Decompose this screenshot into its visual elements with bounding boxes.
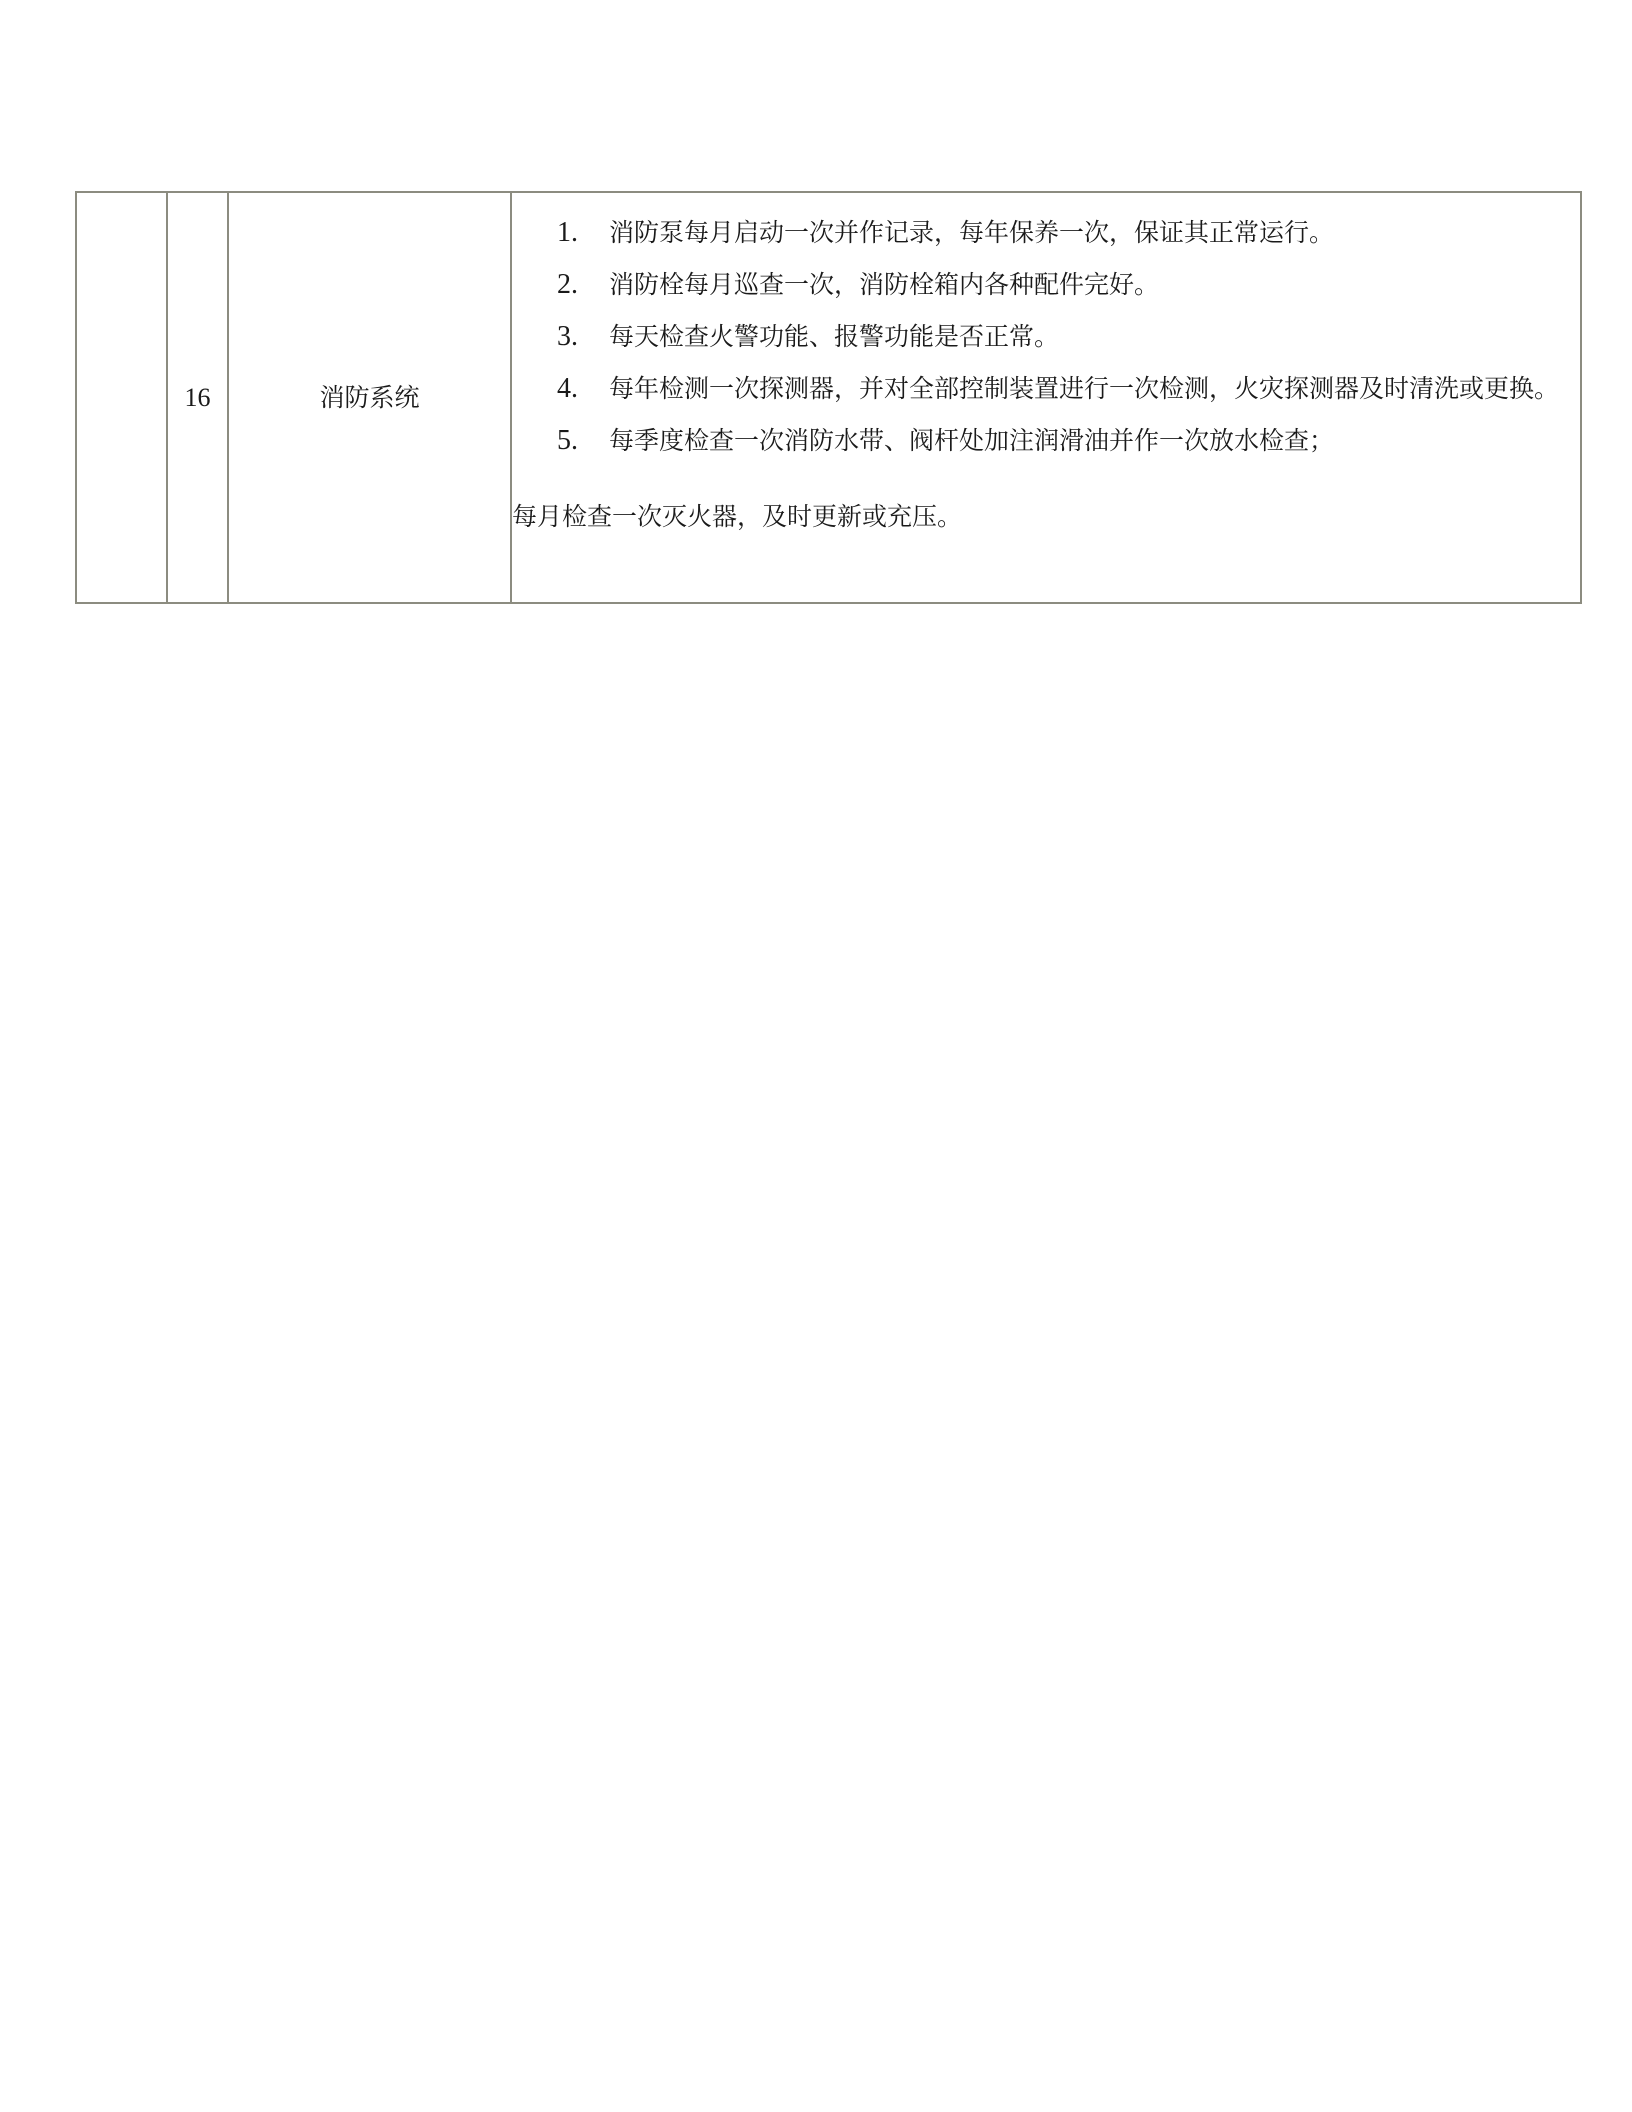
task-text: 每天检查火警功能、报警功能是否正常。 [609, 322, 1060, 351]
task-item [512, 363, 1580, 415]
table-row [76, 192, 1581, 603]
group-cell [76, 192, 167, 603]
task-text: 消防栓每月巡查一次，消防栓箱内各种配件完好。 [609, 270, 1160, 299]
task-number: 2. [557, 269, 578, 300]
maintenance-details [511, 192, 1581, 603]
system-name: 消防系统 [228, 192, 511, 603]
task-number: 5. [557, 425, 578, 456]
task-number: 4. [557, 373, 578, 404]
task-item [512, 311, 1580, 363]
task-text: 每年检测一次探测器，并对全部控制装置进行一次检测，火灾探测器及时清洗或更换。 [609, 374, 1560, 403]
extinguisher-note: 每月检查一次灭火器，及时更新或充压。 [512, 502, 963, 531]
maintenance-table [75, 191, 1582, 604]
task-number: 3. [557, 321, 578, 352]
task-number: 1. [557, 217, 578, 248]
task-list [512, 193, 1580, 467]
row-index: 16 [167, 192, 228, 603]
task-text: 消防泵每月启动一次并作记录，每年保养一次，保证其正常运行。 [609, 218, 1335, 247]
task-text: 每季度检查一次消防水带、阀杆处加注润滑油并作一次放水检查； [609, 426, 1335, 455]
task-item [512, 415, 1580, 467]
task-item [512, 207, 1580, 259]
task-item [512, 259, 1580, 311]
